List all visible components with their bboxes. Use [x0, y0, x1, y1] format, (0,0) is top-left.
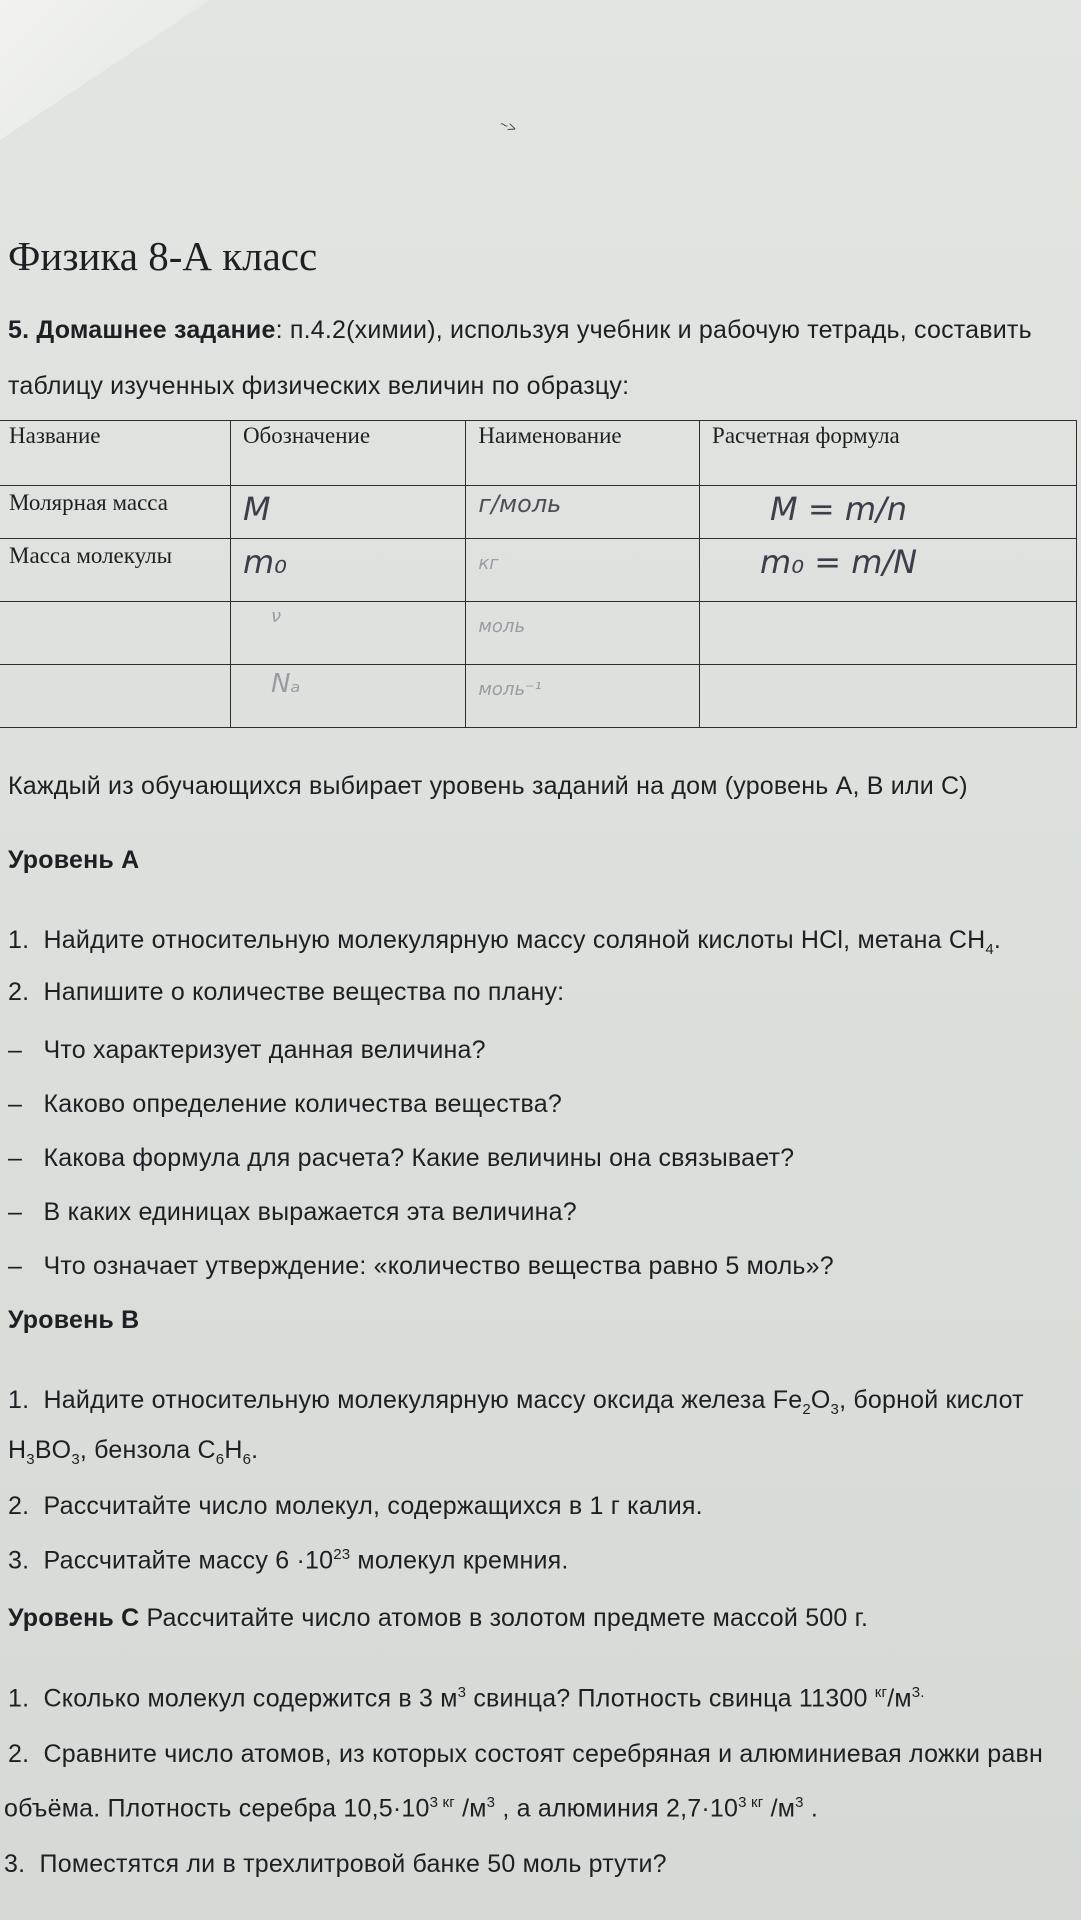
level-c-item-2-cont — [4, 1794, 818, 1823]
item-number: 3. — [8, 1546, 30, 1575]
item-text: Рассчитайте число молекул, содержащихся в 1 г калия. — [43, 1492, 703, 1520]
header-unit: Наименование — [466, 421, 700, 486]
item-text: свинца? Плотность свинца 11300 — [466, 1684, 875, 1713]
cell-unit: кг — [466, 539, 700, 602]
superscript: 3 — [486, 1794, 496, 1811]
item-text-tail: , борной кислот — [839, 1386, 1024, 1414]
homework-line-1 — [8, 316, 1032, 345]
bullet-text: Что означает утверждение: «количество вещества равно 5 моль»? — [43, 1252, 834, 1280]
item-end: . — [993, 926, 1002, 954]
task-label: Домашнее задание — [36, 316, 276, 344]
header-formula: Расчетная формула — [700, 421, 1077, 486]
item-text-tail: , бензола C — [79, 1436, 216, 1464]
dash: – — [8, 1036, 23, 1064]
cell-formula: m₀ = m/N — [700, 539, 1077, 602]
unit: /м — [763, 1794, 796, 1823]
quantities-table — [0, 420, 1077, 728]
item-number: 1. — [8, 1386, 30, 1414]
intro-text: Каждый из обучающихся выбирает уровень заданий на дом (уровень А, В или С) — [8, 772, 968, 800]
page-title: Физика 8-А класс — [8, 233, 318, 279]
dash: – — [8, 1252, 23, 1280]
bullet-text: Что характеризует данная величина? — [43, 1036, 486, 1064]
level-a-item-2 — [8, 978, 564, 1007]
level-a-bullet — [8, 1252, 834, 1281]
item-text: Поместятся ли в трехлитровой банке 50 моль ртути? — [39, 1850, 667, 1878]
bullet-text: Какова формула для расчета? Какие величины она связывает? — [43, 1144, 795, 1172]
superscript: кг — [874, 1684, 888, 1701]
item-number: 1. — [8, 1684, 30, 1713]
pen-mark: ~> — [497, 115, 519, 137]
dash: – — [8, 1090, 23, 1118]
cell-symbol: M — [230, 486, 465, 539]
header-name: Название — [0, 421, 230, 486]
item-number: 2. — [8, 978, 30, 1006]
cell-formula: M = m/n — [700, 486, 1077, 539]
level-b-item-1-cont: $H_3BO_3$, бензола $C_6H_6$. — [8, 1436, 259, 1468]
superscript: 3 — [429, 1794, 439, 1811]
cell-name: Молярная масса — [0, 486, 230, 539]
table-header-row — [0, 421, 1077, 486]
cell-formula — [700, 665, 1077, 728]
item-text: Сколько молекул содержится в 3 м — [43, 1684, 458, 1713]
level-a-item-1 — [8, 926, 1001, 958]
cell-unit: моль⁻¹ — [466, 665, 700, 728]
item-text: Найдите относительную молекулярную массу оксида железа Fe — [43, 1386, 803, 1414]
level-b-item-3 — [8, 1546, 569, 1575]
level-a-bullet — [8, 1198, 577, 1227]
cell-unit: моль — [466, 602, 700, 665]
item-text: , а алюминия 2,7·10 — [495, 1794, 739, 1823]
superscript: 3 — [457, 1684, 467, 1701]
superscript: кг — [746, 1794, 764, 1811]
level-c-item-1 — [8, 1684, 925, 1713]
item-number: 3. — [4, 1850, 26, 1878]
cell-name — [0, 665, 230, 728]
item-text: Напишите о количестве вещества по плану: — [43, 978, 565, 1006]
item-number: 2. — [8, 1740, 30, 1768]
item-number: 2. — [8, 1492, 30, 1520]
homework-line-2: таблицу изученных физических величин по образцу: — [8, 372, 630, 400]
dash: – — [8, 1198, 23, 1226]
cell-symbol: ν — [230, 602, 465, 665]
item-text: Рассчитайте массу 6 ·10 — [43, 1546, 334, 1575]
unit: /м — [454, 1794, 487, 1823]
level-b-item-1: 1. Найдите относительную молекулярную массу оксида железа $Fe_2O_3$, борной кислот — [8, 1386, 1024, 1418]
cell-symbol: Nₐ — [230, 665, 465, 728]
table-row — [0, 665, 1077, 728]
subscript: 4 — [985, 941, 994, 958]
task-text: : п.4.2(химии), используя учебник и рабочую тетрадь, составить — [275, 316, 1032, 344]
level-c-heading-line — [8, 1604, 868, 1633]
item-text: . — [803, 1794, 819, 1823]
task-number: 5. — [8, 316, 30, 344]
superscript: 3. — [911, 1684, 925, 1701]
unit: /м — [887, 1684, 912, 1713]
level-c-item-2 — [8, 1740, 1043, 1769]
item-text: Сравните число атомов, из которых состоят серебряная и алюминиевая ложки равн — [43, 1740, 1043, 1768]
level-c-task: Рассчитайте число атомов в золотом предмете массой 500 г. — [139, 1604, 869, 1632]
bullet-text: Каково определение количества вещества? — [43, 1090, 562, 1118]
superscript: 23 — [333, 1546, 351, 1563]
level-c-item-3 — [4, 1850, 667, 1879]
cell-symbol: m₀ — [230, 539, 465, 602]
level-a-bullet — [8, 1144, 794, 1173]
cell-formula — [700, 602, 1077, 665]
item-number: 1. — [8, 926, 30, 954]
superscript: 3 — [738, 1794, 747, 1811]
level-b-item-2 — [8, 1492, 703, 1521]
superscript: кг — [438, 1794, 455, 1811]
cell-name: Масса молекулы — [0, 539, 230, 602]
level-a-bullet — [8, 1036, 486, 1065]
level-b-heading: Уровень В — [8, 1306, 140, 1334]
level-a-bullet — [8, 1090, 562, 1119]
bullet-text: В каких единицах выражается эта величина? — [43, 1198, 577, 1226]
dash: – — [8, 1144, 23, 1172]
table-row — [0, 486, 1077, 539]
item-text: Найдите относительную молекулярную массу соляной кислоты HCl, метана CH — [43, 926, 986, 954]
header-symbol: Обозначение — [230, 421, 465, 486]
table-row — [0, 539, 1077, 602]
cell-unit: г/моль — [466, 486, 700, 539]
level-c-heading: Уровень С — [8, 1604, 140, 1632]
superscript: 3 — [795, 1794, 804, 1811]
level-a-heading: Уровень А — [8, 846, 140, 874]
cell-name — [0, 602, 230, 665]
table-row — [0, 602, 1077, 665]
item-text-end: молекул кремния. — [350, 1546, 569, 1575]
item-text: объёма. Плотность серебра 10,5·10 — [4, 1794, 430, 1823]
